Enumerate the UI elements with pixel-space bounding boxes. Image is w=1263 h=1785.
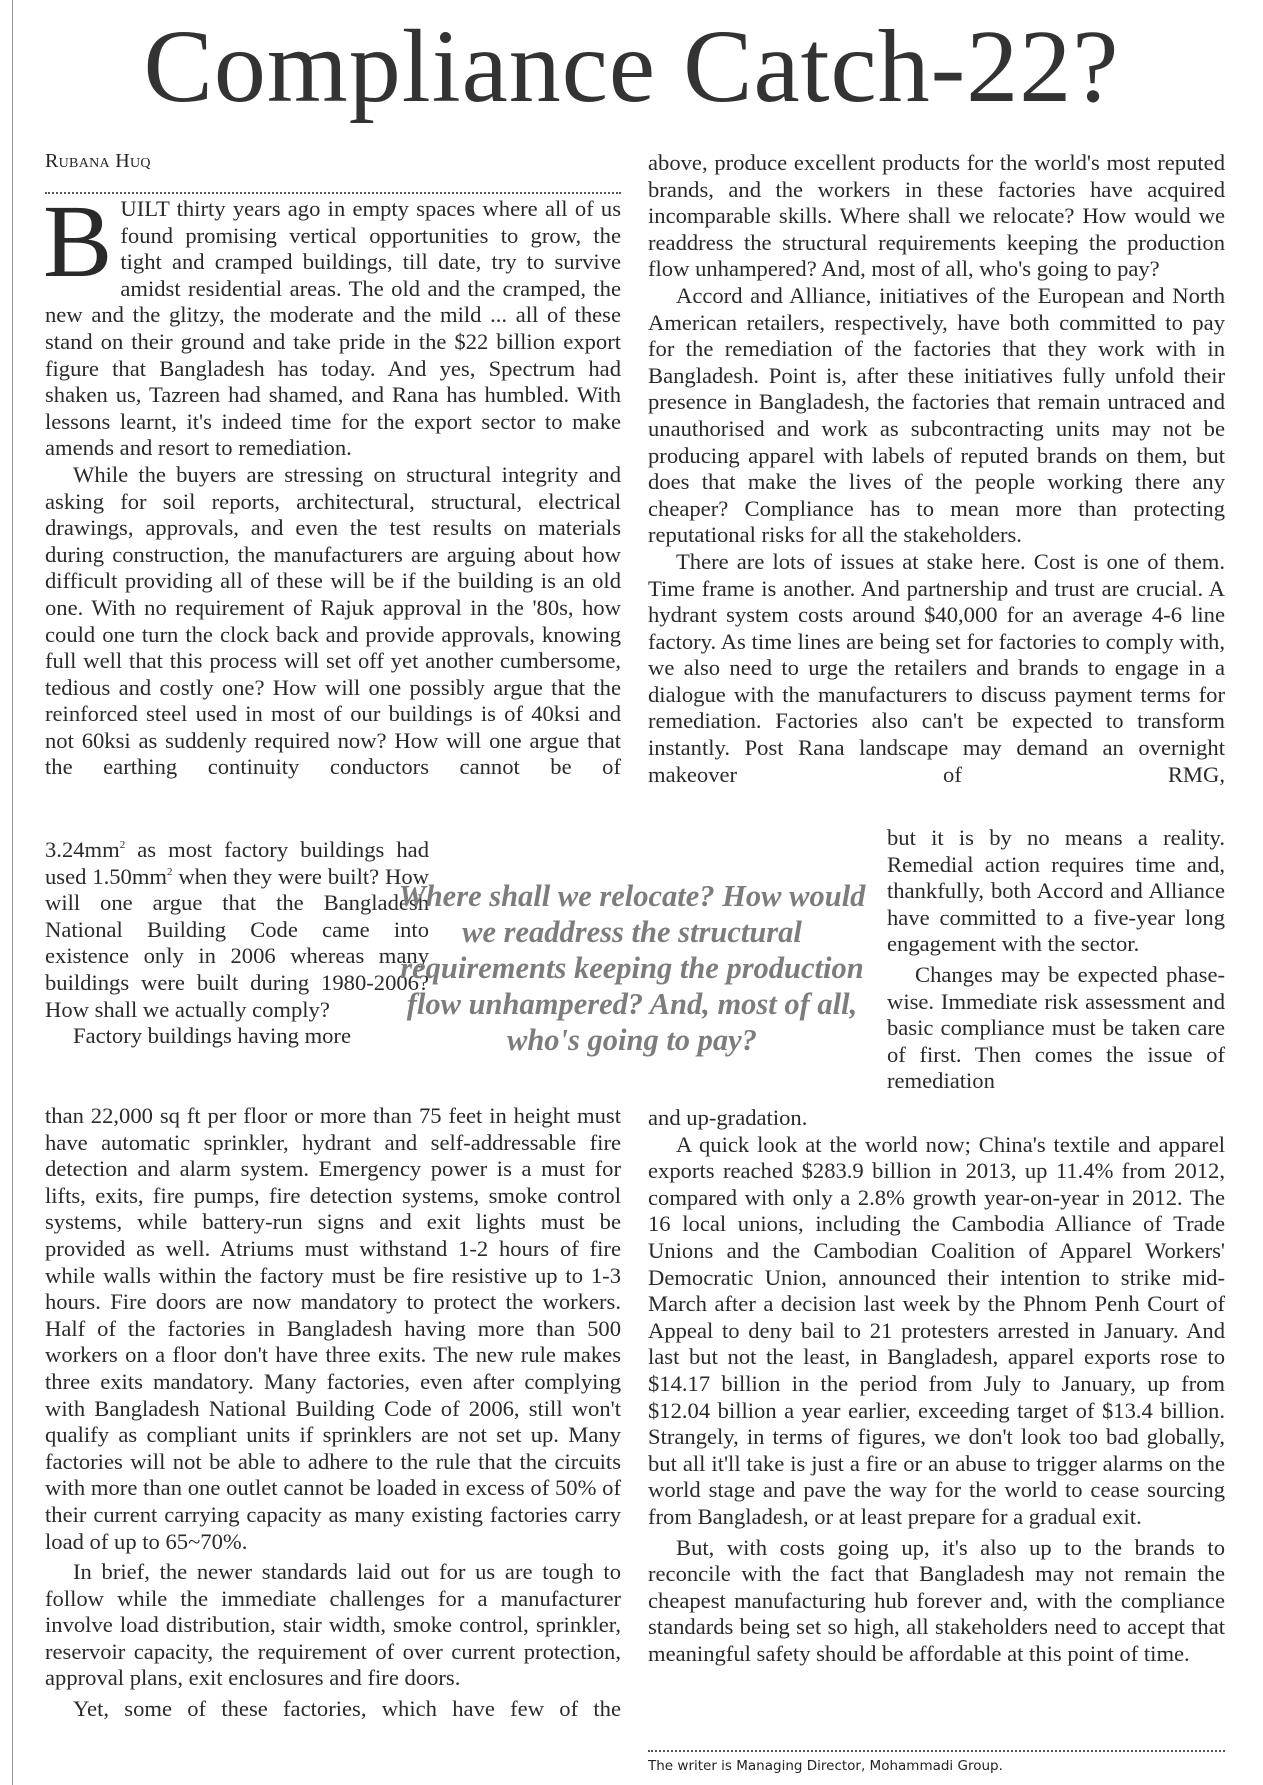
superscript: 2 xyxy=(166,865,173,878)
page-border-line xyxy=(12,0,13,1785)
pull-quote: Where shall we relocate? How would we readdress the structural requirements keeping the production flow unhampered? And, most of all, who's going to pay? xyxy=(398,879,866,1057)
column-2-narrow xyxy=(887,825,1225,1095)
paragraph: Accord and Alliance, initiatives of the European and North American retailers, respectively, have both committed to pay for the remediation of the factories that they work with in Bangladesh. Point is, after these initiatives fully unfold their presence in Bangladesh, the factories that remain untraced and unauthorised and work as subcontracting units may not be producing apparel with labels of reputed brands on them, but does that make the lives of the people working there any cheaper? Compliance has to mean more than protecting reputational risks for all the stakeholders. xyxy=(648,282,1225,548)
headline: Compliance Catch-22? xyxy=(143,9,1120,124)
paragraph: There are lots of issues at stake here. Cost is one of them. Time frame is another. And partnership and trust are crucial. A hydrant system costs around $40,000 for an average 4-6 line factory. As time lines are being set for factories to comply with, we also need to urge the retailers and brands to engage in a dialogue with the manufacturers to discuss payment terms for remediation. Factories also can't be expected to transform instantly. Post Rana landscape may demand an overnight makeover of RMG, xyxy=(648,548,1225,787)
column-1-narrow xyxy=(45,837,429,1050)
drop-cap: B xyxy=(43,184,113,299)
author-note: The writer is Managing Director, Mohammadi Group. xyxy=(648,1758,1003,1774)
paragraph: In brief, the newer standards laid out for us are tough to follow while the immediate challenges for a manufacturer involve load distribution, stair width, smoke control, sprinkler, reservoir capacity, the requirement of over current protection, approval plans, exit enclosures and fire doors. xyxy=(45,1559,621,1691)
paragraph-continued: but it is by no means a reality. Remedial action requires time and, thankfully, both Accord and Alliance have committed to a five-year long engagement with the sector. xyxy=(887,825,1225,957)
column-2-bottom xyxy=(648,1105,1225,1667)
paragraph-intro xyxy=(43,184,621,462)
text: when they were built? How will one argue that the Bangladesh National Building Code came into existence only in 2006 whereas many buildings were built during 1980-2006? How shall we actually comply? xyxy=(45,863,429,1022)
column-1-top xyxy=(43,184,621,781)
paragraph-continued: and up-gradation. xyxy=(648,1105,808,1130)
superscript: 2 xyxy=(119,839,126,851)
paragraph: A quick look at the world now; China's textile and apparel exports reached $283.9 billion in 2013, up 11.4% from 2012, compared with only a 2.8% growth year-on-year in 2012. The 16 local unions, including the Cambodia Alliance of Trade Unions and the Cambodian Coalition of Apparel Workers' Democratic Union, announced their intention to strike mid-March after a decision last week by the Phnom Penh Court of Appeal to deny bail to 21 protesters arrested in January. And last but not the least, in Bangladesh, apparel exports rose to $14.17 billion in the period from July to January, up from $12.04 billion a year earlier, exceeding target of $13.4 billion. Strangely, in terms of figures, we don't look too bad globally, but all it'll take is just a fire or an abuse to trigger alarms on the world stage and pave the way for the world to cease sourcing from Bangladesh, or at least prepare for a gradual exit. xyxy=(648,1131,1225,1529)
byline-author: Rubana Huq xyxy=(45,150,151,172)
paragraph: Changes may be expected phase-wise. Immediate risk assessment and basic compliance must be taken care of first. Then comes the issue of remediation xyxy=(887,961,1225,1094)
paragraph-continued: than 22,000 sq ft per floor or more than 75 feet in height must have automatic sprinkler, hydrant and self-addressable fire detection and alarm system. Emergency power is a must for lifts, exits, fire pumps, fire detection systems, smoke control systems, while battery-run signs and exit lights must be provided as well. Atriums must withstand 1-2 hours of fire while walls within the factory must be fire resistive up to 1-3 hours. Fire doors are now mandatory to protect the workers. Half of the factories in Bangladesh having more than 500 workers on a floor don't have three exits. The new rule makes three exits mandatory. Many factories, even after complying with Bangladesh National Building Code of 2006, still won't qualify as compliant units if sprinklers are not set up. Many factories will not be able to adhere to the rule that the circuits with more than one outlet cannot be loaded in excess of 50% of their current carrying capacity as many existing factories carry load of up to 65~70%. xyxy=(45,1103,621,1554)
column-1-bottom xyxy=(45,1103,621,1723)
paragraph: Yet, some of these factories, which have few of the xyxy=(73,1696,621,1722)
text: 3.24mm xyxy=(45,837,120,862)
footer-divider xyxy=(648,1750,1225,1752)
paragraph: Factory buildings having more xyxy=(73,1023,351,1049)
paragraph-continued xyxy=(45,837,429,1023)
paragraph: But, with costs going up, it's also up to the brands to reconcile with the fact that Bangladesh may not remain the cheapest manufacturing hub forever and, with the compliance standards being set so high, all stakeholders need to accept that meaningful safety should be affordable at this point of time. xyxy=(648,1534,1225,1666)
byline-divider xyxy=(45,192,621,194)
column-2-top xyxy=(648,150,1225,788)
paragraph-text: UILT thirty years ago in empty spaces where all of us found promising vertical opportunities to grow, the tight and cramped buildings, till date, try to survive amidst residential areas. The old and the cramped, the new and the glitzy, the moderate and the mild ... all of these stand on their ground and take pride in the $22 billion export figure that Bangladesh has today. And yes, Spectrum had shaken us, Tazreen had shamed, and Rana has humbled. With lessons learnt, it's indeed time for the export sector to make amends and resort to remediation. xyxy=(45,196,621,461)
paragraph-continued: above, produce excellent products for the world's most reputed brands, and the workers in these factories have acquired incomparable skills. Where shall we relocate? How would we readdress the structural requirements keeping the production flow unhampered? And, most of all, who's going to pay? xyxy=(648,150,1225,282)
paragraph: While the buyers are stressing on structural integrity and asking for soil reports, architectural, structural, electrical drawings, approvals, and even the test results on materials during construction, the manufacturers are arguing about how difficult providing all of these will be if the building is an old one. With no requirement of Rajuk approval in the '80s, how could one turn the clock back and provide approvals, knowing full well that this process will set off yet another cumbersome, tedious and costly one? How will one possibly argue that the reinforced steel used in most of our buildings is of 40ksi and not 60ksi as suddenly required now? How will one argue that the earthing continuity conductors cannot be of xyxy=(45,461,621,780)
text: as most factory buildings had used 1.50mm xyxy=(45,837,429,889)
